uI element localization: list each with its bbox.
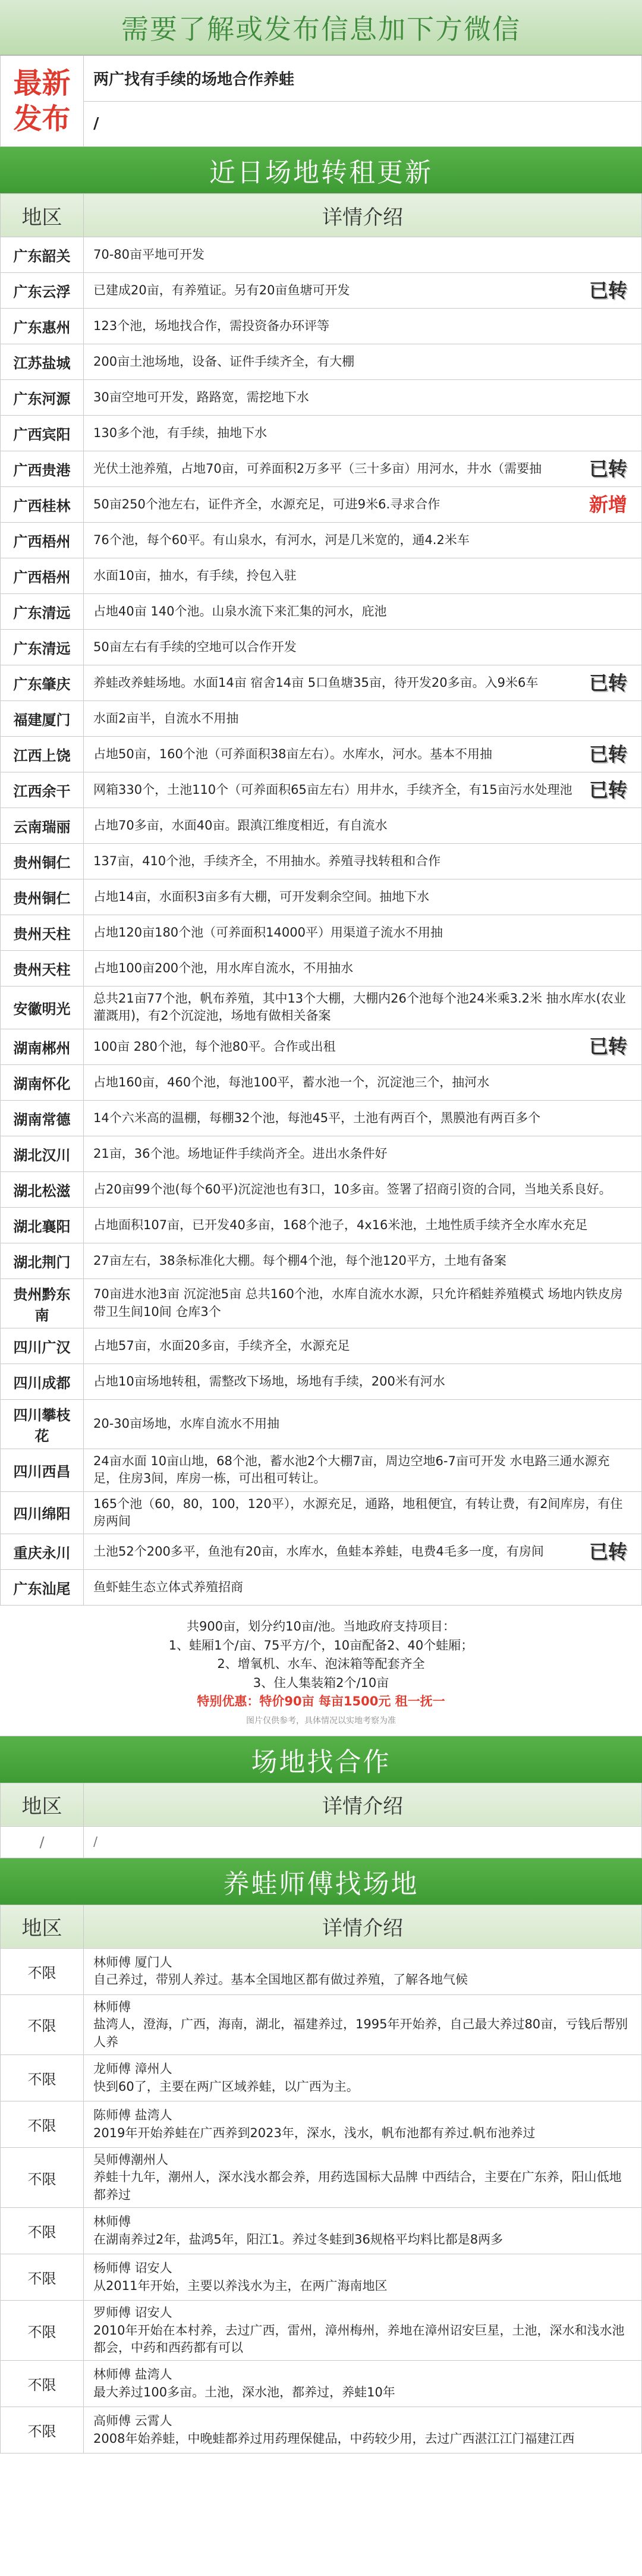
rent-detail: 网箱330个，土池110个（可养面积65亩左右）用井水，手续齐全，有15亩污水处理池: [93, 782, 572, 797]
rent-region: 贵州铜仁: [1, 844, 84, 879]
master-detail-cell: [84, 2208, 642, 2254]
rent-detail: 123个池，场地找合作，需投资备办环评等: [93, 318, 330, 333]
rent-region: 湖南怀化: [1, 1064, 84, 1100]
rent-detail: 占地120亩180个池（可养面积14000平）用渠道子流水不用抽: [93, 925, 443, 940]
rent-row: [1, 273, 642, 309]
rent-row: [1, 451, 642, 487]
rent-region: 贵州天柱: [1, 951, 84, 987]
master-detail: 2019年开始养蛙在广西养到2023年，深水，浅水，帆布池都有养过.帆布池养过: [93, 2125, 536, 2140]
rent-region: 湖南郴州: [1, 1029, 84, 1064]
master-region: 不限: [1, 2254, 84, 2301]
rent-detail-cell: [84, 808, 642, 844]
rent-detail: 光伏土池养殖，占地70亩，可养面积2万多平（三十多亩）用河水，井水（需要抽: [93, 461, 542, 476]
rent-detail-cell: [84, 1449, 642, 1491]
intro-table: [0, 55, 642, 147]
rent-region: 广东肇庆: [1, 665, 84, 701]
rent-row: [1, 879, 642, 915]
master-name: 高师傅 云霄人: [93, 2414, 172, 2429]
master-row: [1, 2301, 642, 2361]
rent-detail-cell: [84, 701, 642, 737]
rent-detail-cell: [84, 309, 642, 344]
rent-detail-cell: [84, 416, 642, 451]
rent-row: [1, 808, 642, 844]
master-row: [1, 2254, 642, 2301]
rent-head-row: [1, 194, 642, 237]
coop-region: /: [1, 1826, 84, 1858]
rent-detail: 占地50亩，160个池（可养面积38亩左右）。水库水，河水。基本不用抽: [93, 746, 493, 761]
master-detail: 从2011年开始，主要以养浅水为主，在两广海南地区: [93, 2278, 388, 2293]
coop-row: [1, 1826, 642, 1858]
rent-row: [1, 1207, 642, 1243]
rent-region: 湖南常德: [1, 1100, 84, 1136]
transferred-badge: 已转: [588, 743, 627, 766]
rent-row: [1, 1328, 642, 1364]
master-head-row: [1, 1905, 642, 1948]
rent-detail-cell: [84, 1100, 642, 1136]
section-title-rent-text: 近日场地转租更新: [209, 158, 433, 188]
rent-row: [1, 630, 642, 665]
master-detail: 养蛙十九年，潮州人，深水浅水都会养，用药选国标大品牌 中西结合，主要在广东养，阳山低地都养过: [93, 2170, 622, 2202]
rent-detail-cell: [84, 1491, 642, 1534]
rent-detail-cell: [84, 1534, 642, 1570]
coop-head-row: [1, 1783, 642, 1826]
rent-table-body: [1, 237, 642, 1606]
rent-detail: 100亩 280个池，每个池80平。合作或出租: [93, 1039, 336, 1054]
rent-detail: 50亩250个池左右，证件齐全，水源充足，可进9米6.寻求合作: [93, 497, 440, 511]
rent-region: 广西宾阳: [1, 416, 84, 451]
summary-line-2: 1、蛙厢1个/亩、75平方/个，10亩配备2、40个蛙厢；: [168, 1638, 474, 1653]
summary-line-3: 2、增氧机、水车、泡沫箱等配套齐全: [217, 1657, 425, 1672]
master-detail-cell: [84, 2407, 642, 2454]
rent-detail-cell: [84, 1064, 642, 1100]
rent-region: 广东韶关: [1, 237, 84, 273]
coop-detail: /: [84, 1826, 642, 1858]
section-title-coop-text: 场地找合作: [251, 1746, 391, 1777]
rent-region: 广东汕尾: [1, 1570, 84, 1606]
rent-row: [1, 558, 642, 594]
transferred-badge: 已转: [588, 671, 627, 695]
transferred-badge: 已转: [588, 1540, 627, 1563]
rent-region: 四川成都: [1, 1364, 84, 1399]
rent-row: [1, 594, 642, 630]
rent-row: [1, 1100, 642, 1136]
rent-row: [1, 1064, 642, 1100]
master-col-detail: 详情介绍: [84, 1905, 642, 1948]
master-row: [1, 2208, 642, 2254]
rent-detail: 水面2亩半，自流水不用抽: [93, 711, 239, 725]
rent-detail-cell: [84, 915, 642, 951]
rent-row: [1, 487, 642, 523]
rent-region: 广东惠州: [1, 309, 84, 344]
rent-detail-cell: [84, 523, 642, 558]
rent-row: [1, 309, 642, 344]
rent-region: 湖北松滋: [1, 1171, 84, 1207]
master-detail-cell: [84, 2361, 642, 2407]
master-name: 林师傅 盐湾人: [93, 2367, 172, 2382]
rent-detail-cell: [84, 1243, 642, 1278]
rent-detail: 养蛙改养蛙场地。水面14亩 宿舍14亩 5口鱼塘35亩，待开发20多亩。入9米6车: [93, 675, 539, 690]
rent-detail-cell: [84, 1399, 642, 1449]
master-detail-cell: [84, 2254, 642, 2301]
master-name: 林师傅: [93, 2214, 131, 2229]
rent-region: 湖北汉川: [1, 1136, 84, 1171]
rent-region: 江西余干: [1, 772, 84, 808]
rent-row: [1, 701, 642, 737]
master-region: 不限: [1, 2055, 84, 2101]
rent-detail-cell: [84, 1328, 642, 1364]
master-col-region: 地区: [1, 1905, 84, 1948]
master-region: 不限: [1, 2407, 84, 2454]
rent-detail-cell: [84, 273, 642, 309]
master-region: 不限: [1, 2148, 84, 2208]
coop-table: [0, 1783, 642, 1858]
transferred-badge: 已转: [588, 279, 627, 302]
rent-detail: 14个六米高的温棚，每棚32个池，每池45平，土池有两百个，黑膜池有两百多个: [93, 1110, 541, 1125]
master-row: [1, 2407, 642, 2454]
rent-detail-cell: [84, 594, 642, 630]
rent-col-region: 地区: [1, 194, 84, 237]
rent-detail: 占地100亩200个池，用水库自流水，不用抽水: [93, 960, 354, 975]
section-title-master: [0, 1858, 642, 1905]
rent-detail: 占20亩99个池(每个60平)沉淀池也有3口，10多亩。签署了招商引资的合同，当地关系良好。: [93, 1182, 612, 1196]
master-row: [1, 2101, 642, 2148]
rent-region: 云南瑞丽: [1, 808, 84, 844]
rent-row: [1, 416, 642, 451]
master-detail-cell: [84, 1948, 642, 1994]
rent-row: [1, 1449, 642, 1491]
rent-row: [1, 1029, 642, 1064]
rent-detail-cell: [84, 879, 642, 915]
rent-detail: 占地14亩，水面积3亩多有大棚，可开发剩余空间。抽地下水: [93, 889, 430, 904]
summary-note: 图片仅供参考，具体情况以实地考察为准: [246, 1716, 396, 1726]
rent-row: [1, 1534, 642, 1570]
new-badge: 新增: [588, 493, 627, 516]
rent-detail-cell: [84, 1171, 642, 1207]
master-region: 不限: [1, 2208, 84, 2254]
rent-detail: 20-30亩场地，水库自流水不用抽: [93, 1416, 280, 1431]
rent-region: 广西贵港: [1, 451, 84, 487]
rent-detail-cell: [84, 772, 642, 808]
rent-detail: 鱼虾蛙生态立体式养殖招商: [93, 1580, 243, 1595]
master-region: 不限: [1, 2301, 84, 2361]
summary-line-4: 3、住人集装箱2个/10亩: [253, 1675, 389, 1690]
rent-region: 贵州铜仁: [1, 879, 84, 915]
rent-row: [1, 1136, 642, 1171]
rent-detail: 76个池，每个60平。有山泉水，有河水，河是几米宽的，通4.2米车: [93, 532, 470, 547]
rent-detail-cell: [84, 344, 642, 380]
master-detail: 2008年始养蛙，中晚蛙都养过用药理保健品，中药较少用，去过广西湛江江门福建江西: [93, 2431, 575, 2446]
master-table: [0, 1905, 642, 2454]
master-region: 不限: [1, 2101, 84, 2148]
master-detail-cell: [84, 2055, 642, 2101]
rent-detail-cell: [84, 987, 642, 1029]
rent-row: [1, 523, 642, 558]
rent-detail: 占地40亩 140个池。山泉水流下来汇集的河水，庇池: [93, 604, 387, 618]
rent-detail: 70-80亩平地可开发: [93, 247, 205, 262]
latest-text: 两广找有手续的场地合作养蛙: [84, 56, 642, 102]
master-row: [1, 1994, 642, 2054]
rent-region: 广西梧州: [1, 523, 84, 558]
rent-row: [1, 951, 642, 987]
section-title-rent: [0, 147, 642, 193]
master-table-body: [1, 1948, 642, 2454]
rent-region: 江苏盐城: [1, 344, 84, 380]
master-detail: 2010年开始在本村养，去过广西，雷州，漳州梅州，养地在漳州诏安巨星，土池，深水和浅水池都会，中药和西药都有可以: [93, 2323, 625, 2355]
summary-special-offer: 特别优惠：特价90亩 每亩1500元 租一抚一: [197, 1694, 445, 1709]
master-row: [1, 2361, 642, 2407]
master-detail-cell: [84, 2301, 642, 2361]
master-detail: 盐湾人，澄海，广西，海南，湖北，福建养过，1995年开始养，自己最大养过80亩，亏钱后帮别人养: [93, 2017, 628, 2049]
rent-detail: 200亩土池场地，设备、证件手续齐全，有大棚: [93, 354, 355, 369]
rent-row: [1, 1570, 642, 1606]
rent-row: [1, 1278, 642, 1328]
rent-detail-cell: [84, 665, 642, 701]
rent-region: 湖北襄阳: [1, 1207, 84, 1243]
rent-detail-cell: [84, 1207, 642, 1243]
rent-row: [1, 1364, 642, 1399]
rent-region: 江西上饶: [1, 737, 84, 772]
rent-detail-cell: [84, 451, 642, 487]
rent-region: 福建厦门: [1, 701, 84, 737]
rent-region: 广东清远: [1, 594, 84, 630]
rent-detail: 占地面积107亩，已开发40多亩，168个池子，4x16米池，土地性质手续齐全水库水充足: [93, 1217, 588, 1232]
transferred-badge: 已转: [588, 457, 627, 480]
banner-text: 需要了解或发布信息加下方微信: [121, 13, 521, 45]
rent-table: [0, 193, 642, 1606]
rent-row: [1, 237, 642, 273]
rent-detail: 24亩水面 10亩山地，68个池，蓄水池2个大棚7亩，周边空地6-7亩可开发 水电路三通水源充足，住房3间，库房一栋，可出租可转让。: [93, 1453, 610, 1486]
master-row: [1, 2055, 642, 2101]
rent-row: [1, 665, 642, 701]
rent-detail: 占地57亩，水面20多亩，手续齐全，水源充足: [93, 1338, 350, 1353]
latest-sub: /: [84, 101, 642, 147]
master-row: [1, 2148, 642, 2208]
master-detail: 快到60了，主要在两广区域养蛙，以广西为主。: [93, 2079, 359, 2094]
rent-detail-cell: [84, 951, 642, 987]
rent-detail-cell: [84, 1364, 642, 1399]
rent-detail-cell: [84, 558, 642, 594]
master-detail-cell: [84, 2101, 642, 2148]
master-name: 陈师傅 盐湾人: [93, 2108, 172, 2123]
coop-col-detail: 详情介绍: [84, 1783, 642, 1826]
section-title-master-text: 养蛙师傅找场地: [223, 1868, 419, 1899]
transferred-badge: 已转: [588, 778, 627, 802]
rent-detail: 165个池（60，80，100，120平），水源充足，通路，地租便宜，有转让费，有2间库房，有住房两间: [93, 1496, 623, 1528]
rent-region: 广东清远: [1, 630, 84, 665]
master-name: 杨师傅 诏安人: [93, 2261, 172, 2276]
rent-detail-cell: [84, 1136, 642, 1171]
master-name: 林师傅: [93, 1999, 131, 2014]
rent-region: 四川广汉: [1, 1328, 84, 1364]
coop-col-region: 地区: [1, 1783, 84, 1826]
rent-detail-cell: [84, 380, 642, 416]
rent-region: 贵州黔东南: [1, 1278, 84, 1328]
rent-row: [1, 1243, 642, 1278]
intro-sub-row: [1, 101, 642, 147]
summary-block: [0, 1606, 642, 1736]
rent-region: 湖北荆门: [1, 1243, 84, 1278]
rent-row: [1, 1171, 642, 1207]
rent-row: [1, 772, 642, 808]
rent-row: [1, 380, 642, 416]
top-banner: [0, 0, 642, 55]
rent-region: 广东云浮: [1, 273, 84, 309]
latest-label: 最新发布: [1, 56, 84, 147]
rent-row: [1, 915, 642, 951]
master-detail: 在湖南养过2年，盐鸿5年，阳江1。养过冬蛙到36规格平均料比都是8两多: [93, 2232, 503, 2247]
rent-detail: 总共21亩77个池，帆布养殖，其中13个大棚，大棚内26个池每个池24米乘3.2米 抽水库水(农业灌溉用)，有2个沉淀池，场地有做相关备案: [93, 991, 626, 1023]
transferred-badge: 已转: [588, 1035, 627, 1058]
rent-row: [1, 344, 642, 380]
rent-detail: 137亩，410个池，手续齐全，不用抽水。养殖寻找转租和合作: [93, 853, 441, 868]
rent-detail-cell: [84, 1029, 642, 1064]
rent-row: [1, 1491, 642, 1534]
rent-row: [1, 737, 642, 772]
master-name: 林师傅 厦门人: [93, 1955, 172, 1969]
rent-region: 广西梧州: [1, 558, 84, 594]
rent-col-detail: 详情介绍: [84, 194, 642, 237]
rent-row: [1, 987, 642, 1029]
rent-detail-cell: [84, 737, 642, 772]
master-name: 罗师傅 诏安人: [93, 2305, 172, 2320]
rent-detail: 21亩，36个池。场地证件手续尚齐全。进出水条件好: [93, 1146, 388, 1161]
intro-row: [1, 56, 642, 102]
rent-detail: 土池52个200多平，鱼池有20亩，水库水，鱼蛙本养蛙，电费4毛多一度，有房间: [93, 1544, 544, 1559]
rent-detail-cell: [84, 844, 642, 879]
master-detail: 自己养过，带别人养过。基本全国地区都有做过养殖，了解各地气候: [93, 1972, 468, 1987]
rent-detail: 30亩空地可开发，路路宽，需挖地下水: [93, 389, 309, 404]
rent-detail: 50亩左右有手续的空地可以合作开发: [93, 639, 297, 654]
rent-detail: 已建成20亩，有养殖证。另有20亩鱼塘可开发: [93, 282, 350, 297]
rent-detail: 占地10亩场地转租，需整改下场地，场地有手续，200米有河水: [93, 1374, 445, 1388]
master-detail-cell: [84, 2148, 642, 2208]
master-name: 龙师傅 漳州人: [93, 2062, 172, 2076]
rent-detail: 70亩进水池3亩 沉淀池5亩 总共160个池，水库自流水水源，只允许稻蛙养殖模式 场地内铁皮房带卫生间10间 仓库3个: [93, 1287, 623, 1319]
master-row: [1, 1948, 642, 1994]
rent-detail: 占地160亩，460个池，每池100平，蓄水池一个，沉淀池三个，抽河水: [93, 1075, 490, 1089]
master-detail-cell: [84, 1994, 642, 2054]
rent-detail-cell: [84, 237, 642, 273]
rent-region: 四川西昌: [1, 1449, 84, 1491]
rent-detail-cell: [84, 487, 642, 523]
master-region: 不限: [1, 1948, 84, 1994]
master-detail: 最大养过100多亩。土池，深水池，都养过，养蛙10年: [93, 2385, 395, 2399]
rent-row: [1, 1399, 642, 1449]
rent-detail-cell: [84, 630, 642, 665]
master-region: 不限: [1, 2361, 84, 2407]
rent-detail: 27亩左右，38条标准化大棚。每个棚4个池，每个池120平方，土地有备案: [93, 1253, 506, 1268]
rent-region: 贵州天柱: [1, 915, 84, 951]
rent-region: 广东河源: [1, 380, 84, 416]
master-name: 吴师傅潮州人: [93, 2153, 168, 2167]
rent-detail: 水面10亩，抽水，有手续，拎包入驻: [93, 568, 297, 583]
rent-detail-cell: [84, 1570, 642, 1606]
rent-detail-cell: [84, 1278, 642, 1328]
summary-line-1: 共900亩，划分约10亩/池。当地政府支持项目：: [187, 1619, 455, 1634]
rent-region: 四川绵阳: [1, 1491, 84, 1534]
rent-detail: 130多个池，有手续，抽地下水: [93, 425, 268, 440]
rent-region: 四川攀枝花: [1, 1399, 84, 1449]
rent-row: [1, 844, 642, 879]
section-title-coop: [0, 1736, 642, 1783]
rent-region: 安徽明光: [1, 987, 84, 1029]
rent-region: 重庆永川: [1, 1534, 84, 1570]
rent-detail: 占地70多亩，水面40亩。跟滇江维度相近，有自流水: [93, 818, 388, 833]
rent-region: 广西桂林: [1, 487, 84, 523]
master-region: 不限: [1, 1994, 84, 2054]
